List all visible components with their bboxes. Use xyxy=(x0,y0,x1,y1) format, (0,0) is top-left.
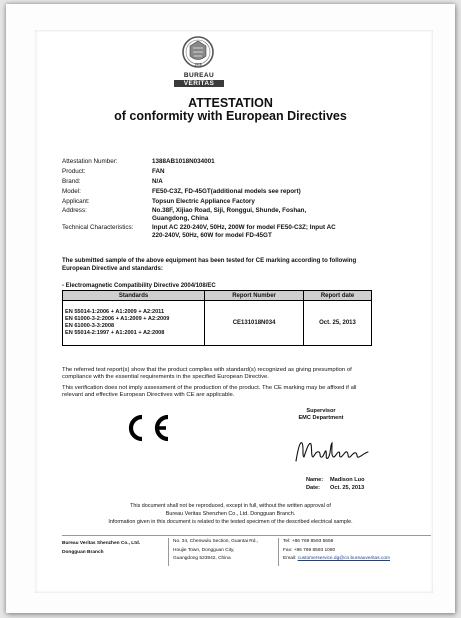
document-title: ATTESTATION xyxy=(188,96,273,110)
header-report-date: Report date xyxy=(304,291,372,301)
disclaimer-line: Bureau Veritas Shenzhen Co., Ltd. Dongguan Branch. xyxy=(165,511,296,517)
bureau-veritas-wordmark xyxy=(168,72,230,92)
detail-label: Model: xyxy=(62,188,81,195)
disclaimer-line: This document shall not be reproduced, except in full, without the written approval of xyxy=(130,503,331,509)
report-date-cell: Oct. 25, 2013 xyxy=(304,301,372,346)
company-name: Bureau Veritas Shenzhen Co., Ltd. xyxy=(62,541,141,546)
email-label: Email: xyxy=(283,556,297,561)
signer-date: Oct. 25, 2013 xyxy=(330,485,365,491)
detail-label: Product: xyxy=(62,168,86,175)
detail-label: Applicant: xyxy=(62,198,90,205)
detail-value: No.38F, Xijiao Road, Siji, Ronggui, Shunde, Foshan, Guangdong, China xyxy=(152,207,307,222)
wordmark-line2: VERITAS xyxy=(174,80,224,87)
standard-item: EN 55014-2:1997 + A1:2001 + A2:2008 xyxy=(65,329,165,336)
supervisor-title: Supervisor xyxy=(306,408,336,414)
signer-name-line xyxy=(306,477,365,484)
header-report-number: Report Number xyxy=(205,291,304,301)
fax-value: +86 769 8593 1080 xyxy=(293,547,336,553)
logo-year: 1828 xyxy=(194,62,202,67)
ce-mark xyxy=(118,411,176,445)
compliance-paragraph: The referred test report(s) show that the product complies with standard(s) recognized as giving presumption of compliance with the essential requirements in the specified European Directive. xyxy=(62,367,352,381)
email-link[interactable]: customerservice.dg@cn.bureauveritas.com xyxy=(297,556,390,561)
detail-label: Technical Characteristics: xyxy=(62,224,134,231)
standard-item: EN 61000-3-3:2008 xyxy=(65,323,115,329)
supervisor-block xyxy=(275,408,367,422)
address-line: Guangdong 523942, China xyxy=(173,556,231,561)
signer-date-line xyxy=(306,485,364,492)
standards-cell xyxy=(63,301,205,346)
handwritten-signature xyxy=(292,435,372,467)
detail-value: FAN xyxy=(152,168,165,175)
detail-label: Brand: xyxy=(62,178,81,185)
detail-value: Input AC 220-240V, 50Hz, 200W for model FE50-C3Z; Input AC 220-240V, 50Hz, 60W for model FD-45GT xyxy=(152,224,336,239)
verification-paragraph: This verification does not imply assessment of the production of the product. The CE marking may be affixed if all relevant and effective European Directives with CE are applicable. xyxy=(62,385,357,399)
tel-line xyxy=(283,538,390,547)
standards-table xyxy=(62,290,372,346)
detail-label: Attestation Number: xyxy=(62,158,118,165)
header-standards: Standards xyxy=(63,291,205,301)
fax-line xyxy=(283,547,390,556)
footer-address xyxy=(168,538,258,566)
footer-contact xyxy=(278,538,390,566)
email-line xyxy=(283,555,390,564)
detail-label: Address: xyxy=(62,207,87,214)
report-number-cell: CE131018N034 xyxy=(205,301,304,346)
fax-label: Fax: xyxy=(283,547,293,553)
signer-name: Madison Luo xyxy=(330,477,365,483)
table-row xyxy=(63,301,372,346)
intro-statement: The submitted sample of the above equipment has been tested for CE marking according to following European Directive and standards: xyxy=(62,257,357,272)
disclaimer-line: Information given in this document is related to the tested specimen of the described electrical sample. xyxy=(108,519,353,525)
name-label: Name: xyxy=(306,477,324,483)
disclaimer xyxy=(0,502,461,526)
footer-company xyxy=(62,540,140,557)
date-label: Date: xyxy=(306,485,320,491)
detail-value: Topsun Electric Appliance Factory xyxy=(152,198,255,205)
tel-value: +86 769 8593 5656 xyxy=(291,539,334,544)
table-header-row xyxy=(63,291,372,301)
company-branch: Dongguan Branch xyxy=(62,549,104,555)
wordmark-line1: BUREAU xyxy=(183,72,215,79)
address-line: Houjie Town, Dongguan City, xyxy=(173,547,235,553)
directive-line: - Electromagnetic Compatibility Directive 2004/108/EC xyxy=(62,283,216,289)
department-name: EMC Department xyxy=(298,415,344,421)
footer-divider xyxy=(62,535,431,536)
address-line: No. 34, Chenwulu Section, Guantai Rd., xyxy=(173,539,259,544)
standard-item: EN 55014-1:2006 + A1:2009 + A2:2011 xyxy=(65,309,165,316)
standard-item: EN 61000-3-2:2006 + A1:2009 + A2:2009 xyxy=(65,316,170,323)
detail-value: N/A xyxy=(152,178,163,185)
document-subtitle: of conformity with European Directives xyxy=(114,109,347,123)
detail-value: 1388AB1018N034001 xyxy=(152,158,215,165)
tel-label: Tel: xyxy=(283,539,291,544)
detail-value: FE50-C3Z, FD-45GT(additional models see report) xyxy=(152,188,301,195)
